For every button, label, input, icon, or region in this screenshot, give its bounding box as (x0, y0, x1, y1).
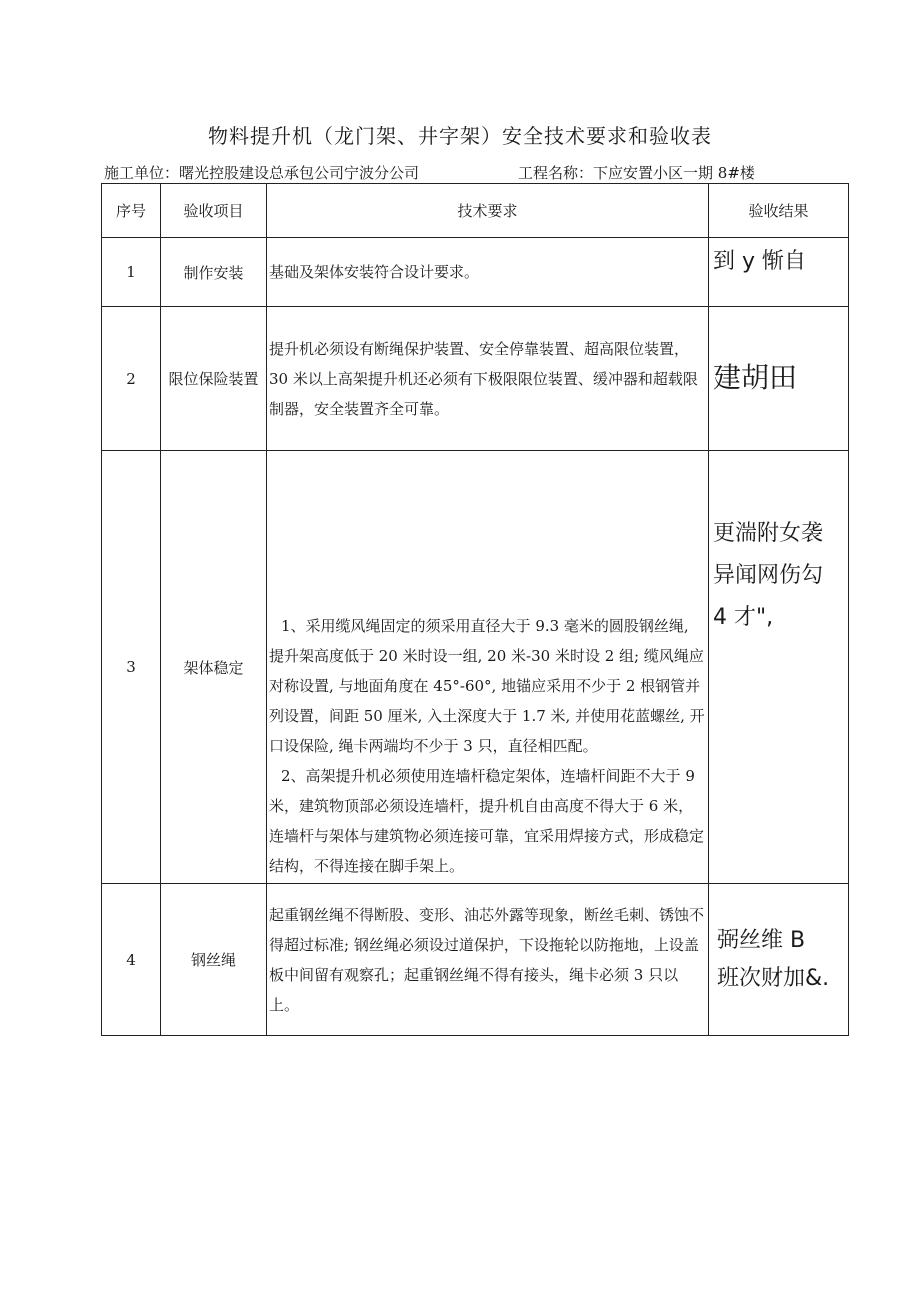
table-row (102, 884, 849, 1036)
requirement-text: 基础及架体安装符合设计要求。 (269, 263, 480, 281)
row-no: 2 (102, 307, 161, 451)
requirement-text: 起重钢丝绳不得断股、变形、油芯外露等现象，断丝毛刺、锈蚀不得超过标准; 钢丝绳必须设过道保护，下设拖轮以防拖地，上设盖板中间留有观察孔；起重钢丝绳不得有接头，绳卡必须 3 只以上。 (269, 905, 705, 1014)
row-result (709, 307, 849, 451)
header-requirement: 技术要求 (267, 184, 709, 238)
table-row (102, 307, 849, 451)
result-text: 更湍附女袭 (713, 521, 824, 546)
requirement-text: 1、采用缆风绳固定的须采用直径大于 9.3 毫米的圆股钢丝绳, 提升架高度低于 20 米时设一组, 20 米-30 米时设 2 组; 缆风绳应对称设置, 与地面角度在 45°-60°, 地锚应采用不少于 2 根钢管并列设置，间距 50 厘米, 入土深度大于 1.7 米, 并使用花蓝螺丝, 开口设保险, 绳卡两端均不少于 3 只，直径相匹配。 (269, 617, 705, 755)
row-result (709, 238, 849, 307)
acceptance-table (101, 183, 849, 1036)
row-item: 钢丝绳 (161, 884, 267, 1036)
header-item: 验收项目 (161, 184, 267, 238)
table-header-row (102, 184, 849, 238)
row-result (709, 451, 849, 884)
project-name: 工程名称：下应安置小区一期 8#楼 (518, 164, 755, 182)
row-requirement (267, 451, 709, 884)
result-text: 异闻网伤勾 (713, 563, 824, 588)
row-result (709, 884, 849, 1036)
requirement-text: 提升机必须设有断绳保护装置、安全停靠装置、超高限位装置，30 米以上高架提升机还必须有下极限限位装置、缓冲器和超载限制器，安全装置齐全可靠。 (269, 339, 698, 418)
row-no: 3 (102, 451, 161, 884)
result-text: 班次财加&. (717, 965, 830, 991)
result-text: 弼丝维 B (717, 927, 806, 953)
table-row (102, 238, 849, 307)
row-requirement (267, 238, 709, 307)
result-text: 4 才", (713, 605, 774, 630)
row-item: 限位保险装置 (161, 307, 267, 451)
row-requirement (267, 307, 709, 451)
row-item: 架体稳定 (161, 451, 267, 884)
requirement-text: 2、高架提升机必须使用连墙杆稳定架体，连墙杆间距不大于 9 米，建筑物顶部必须设连墙杆，提升机自由高度不得大于 6 米，连墙杆与架体与建筑物必须连接可靠，宜采用焊接方式，形成稳定结构，不得连接在脚手架上。 (269, 767, 705, 875)
result-text: 建胡田 (713, 361, 798, 395)
table-row (102, 451, 849, 884)
row-no: 4 (102, 884, 161, 1036)
construction-unit: 施工单位：曙光控股建设总承包公司宁波分公司 (104, 164, 420, 182)
result-text: 到 y 惭自 (713, 249, 807, 274)
row-item: 制作安装 (161, 238, 267, 307)
page-title: 物料提升机（龙门架、井字架）安全技术要求和验收表 (208, 124, 712, 148)
row-requirement (267, 884, 709, 1036)
header-result: 验收结果 (709, 184, 849, 238)
row-no: 1 (102, 238, 161, 307)
header-no: 序号 (102, 184, 161, 238)
